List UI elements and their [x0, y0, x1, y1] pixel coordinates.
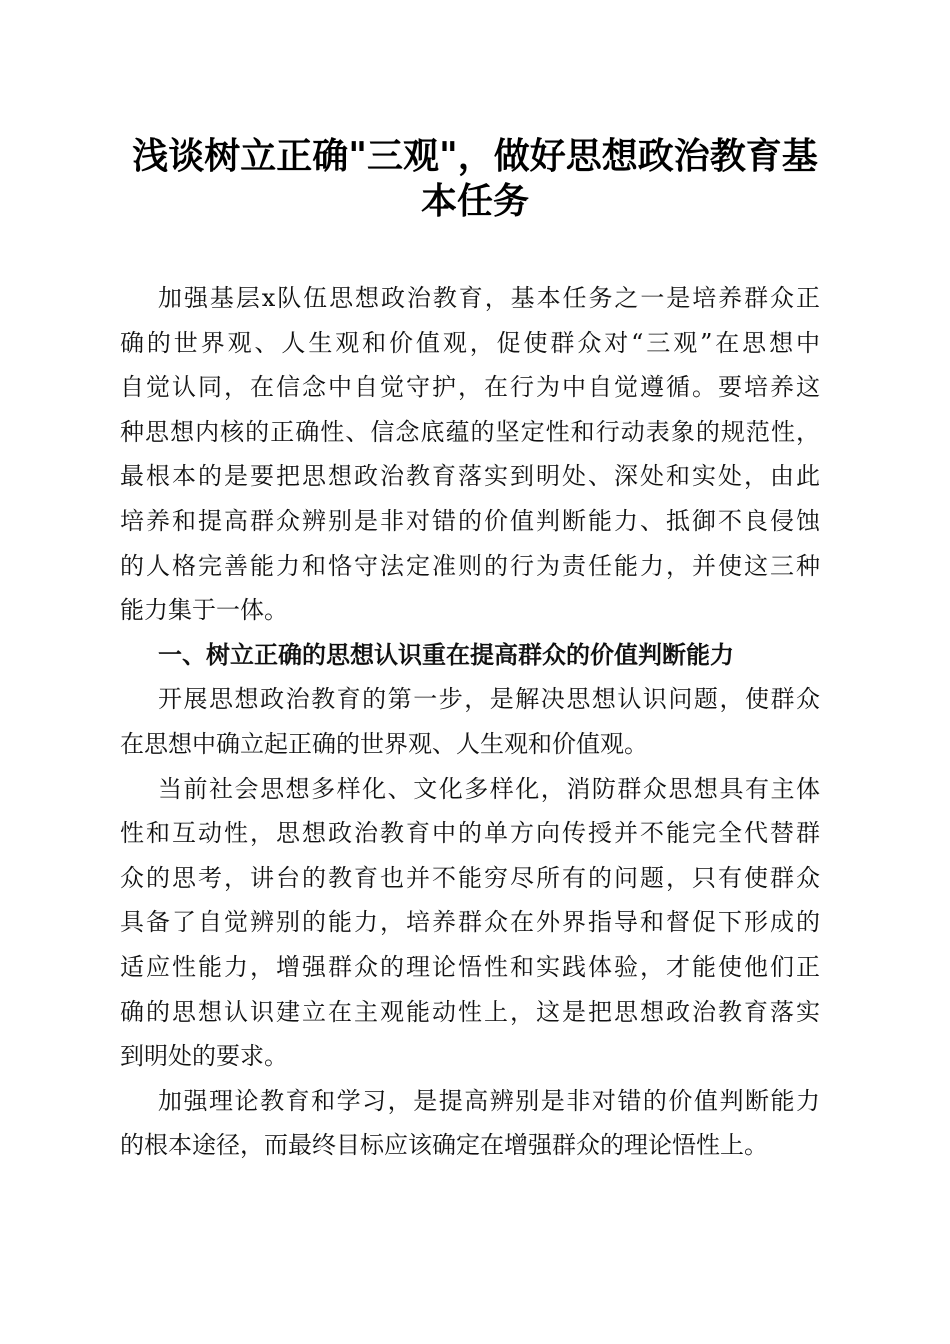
- text-line: 在思想中确立起正确的世界观、人生观和价值观。: [120, 729, 648, 758]
- text-line: 性和互动性，思想政治教育中的单方向传授并不能完全代替群: [120, 819, 820, 848]
- text-line: 开展思想政治教育的第一步，是解决思想认识问题，使群众: [158, 685, 820, 714]
- title-line: 本任务: [420, 180, 529, 222]
- text-line: 确的世界观、人生观和价值观，促使群众对“三观”在思想中: [120, 328, 820, 357]
- text-line: 的人格完善能力和恪守法定准则的行为责任能力，并使这三种: [120, 551, 820, 580]
- text-line: 确的思想认识建立在主观能动性上，这是把思想政治教育落实: [120, 997, 820, 1026]
- text-line: 加强理论教育和学习，是提高辨别是非对错的价值判断能力: [158, 1086, 820, 1115]
- text-line: 具备了自觉辨别的能力，培养群众在外界指导和督促下形成的: [120, 908, 820, 937]
- paragraph: [120, 767, 820, 1079]
- text-line: 众的思考，讲台的教育也并不能穷尽所有的问题，只有使群众: [120, 863, 820, 892]
- text-line: 的根本途径，而最终目标应该确定在增强群众的理论悟性上。: [120, 1131, 768, 1160]
- paragraph: [120, 677, 820, 766]
- title-line: 浅谈树立正确"三观"，做好思想政治教育基: [132, 135, 818, 177]
- text-line: 培养和提高群众辨别是非对错的价值判断能力、抵御不良侵蚀: [120, 506, 820, 535]
- document-title: [110, 134, 840, 224]
- text-line: 到明处的要求。: [120, 1042, 288, 1071]
- text-line: 加强基层x队伍思想政治教育，基本任务之一是培养群众正: [158, 284, 820, 312]
- section-heading: [120, 633, 820, 678]
- paragraph: [120, 276, 820, 633]
- text-line: 最根本的是要把思想政治教育落实到明处、深处和实处，由此: [120, 462, 820, 491]
- text-line: 自觉认同，在信念中自觉守护，在行为中自觉遵循。要培养这: [120, 373, 820, 402]
- text-line: 一、树立正确的思想认识重在提高群众的价值判断能力: [158, 640, 734, 669]
- text-line: 当前社会思想多样化、文化多样化，消防群众思想具有主体: [158, 774, 820, 803]
- document-body: [120, 276, 820, 1168]
- text-line: 适应性能力，增强群众的理论悟性和实践体验，才能使他们正: [120, 952, 820, 981]
- text-line: 能力集于一体。: [120, 596, 288, 625]
- text-line: 种思想内核的正确性、信念底蕴的坚定性和行动表象的规范性，: [120, 417, 820, 446]
- paragraph: [120, 1079, 820, 1168]
